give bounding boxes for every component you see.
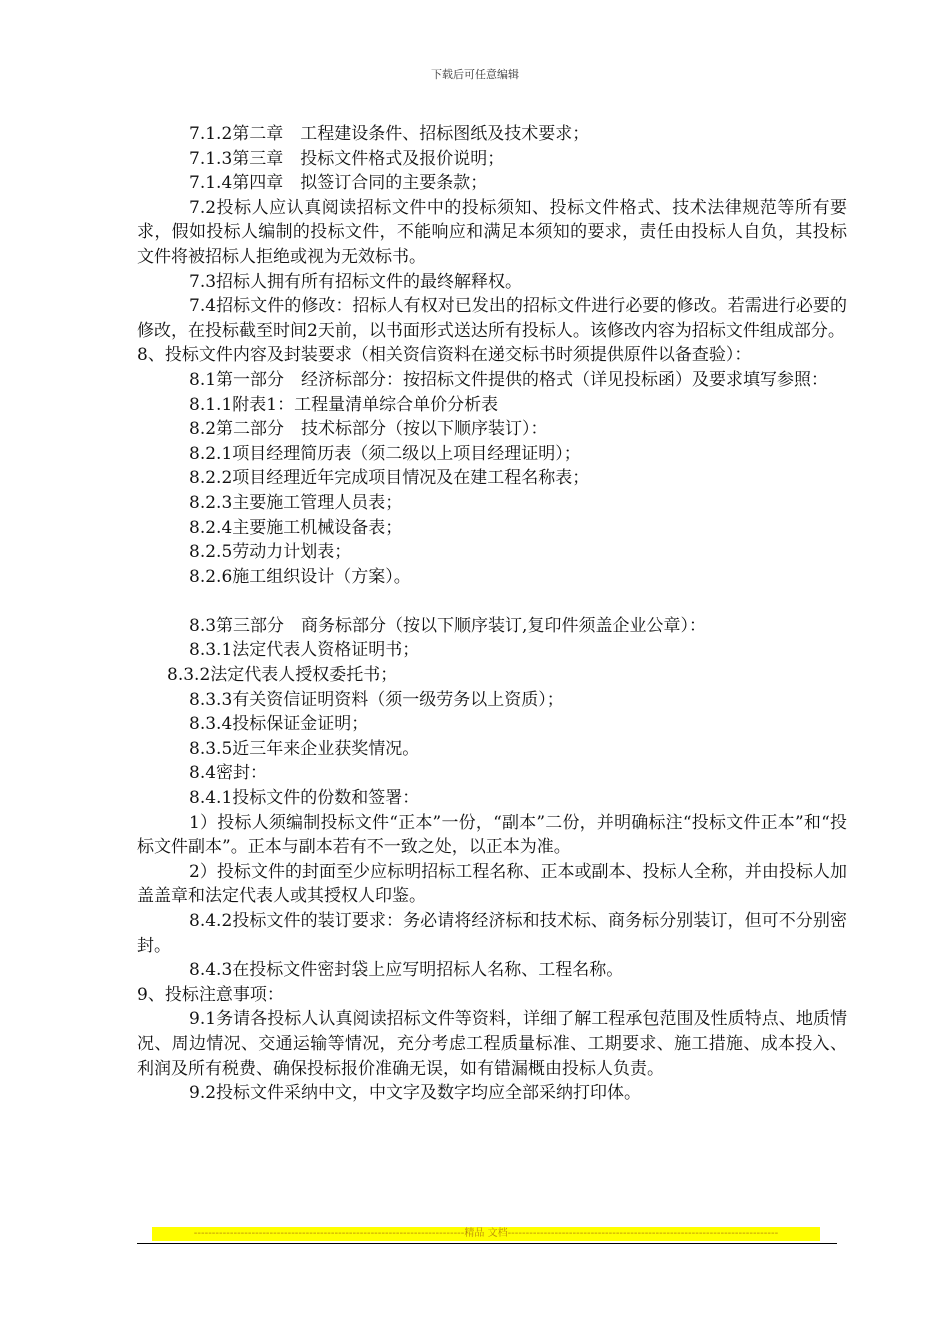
paragraph: 8.3.1法定代表人资格证明书； [189, 640, 420, 661]
paragraph: 8.1第一部分 经济标部分：按招标文件提供的格式（详见投标函）及要求填写参照： [189, 369, 829, 390]
paragraph: 8.3.5近三年来企业获奖情况。 [189, 738, 420, 759]
document-body [137, 122, 847, 1106]
paragraph: 8.4.1投标文件的份数和签署： [189, 788, 420, 809]
paragraph: 8.2.1项目经理简历表（须二级以上项目经理证明）； [189, 443, 581, 464]
paragraph: 8.2第二部分 技术标部分（按以下顺序装订）： [189, 419, 548, 440]
paragraph: 9.2投标文件采纳中文，中文字及数字均应全部采纳打印体。 [189, 1083, 642, 1104]
footer-divider [137, 1243, 837, 1244]
footer-banner: ---------------------------------------------------------------------------精品 文档--------------------------------------------------------------------------- [152, 1227, 820, 1241]
paragraph: 8、投标文件内容及封装要求（相关资信资料在递交标书时须提供原件以备查验）： [137, 345, 752, 366]
paragraph: 7.3招标人拥有所有招标文件的最终解释权。 [189, 271, 523, 292]
paragraph: 8.2.2项目经理近年完成项目情况及在建工程名称表； [189, 468, 590, 489]
paragraph: 2）投标文件的封面至少应标明招标工程名称、正本或副本、投标人全称，并由投标人加盖盖章和法定代表人或其授权人印鉴。 [137, 861, 847, 907]
paragraph: 8.3第三部分 商务标部分（按以下顺序装订,复印件须盖企业公章）： [189, 615, 706, 636]
blank-line [137, 589, 847, 614]
paragraph: 8.2.6施工组织设计（方案）。 [189, 566, 411, 587]
paragraph: 8.4.2投标文件的装订要求：务必请将经济标和技术标、商务标分别装订，但可不分别密封。 [137, 911, 847, 956]
paragraph: 7.2投标人应认真阅读招标文件中的投标须知、投标文件格式、技术法律规范等所有要求，假如投标人编制的投标文件，不能响应和满足本须知的要求，责任由投标人自负，其投标文件将被招标人拒绝或视为无效标书。 [137, 197, 847, 267]
paragraph: 8.2.5劳动力计划表； [189, 542, 352, 563]
paragraph: 7.1.2第二章 工程建设条件、招标图纸及技术要求； [189, 124, 590, 144]
paragraph: 8.2.4主要施工机械设备表； [189, 517, 403, 538]
paragraph: 8.3.3有关资信证明资料（须一级劳务以上资质）； [189, 689, 564, 710]
paragraph: 9.1务请各投标人认真阅读招标文件等资料，详细了解工程承包范围及性质特点、地质情况、周边情况、交通运输等情况，充分考虑工程质量标准、工期要求、施工措施、成本投入、利润及所有税费、确保投标报价准确无误，如有错漏概由投标人负责。 [137, 1009, 847, 1079]
paragraph: 8.3.4投标保证金证明； [189, 714, 369, 735]
paragraph: 8.4.3在投标文件密封袋上应写明招标人名称、工程名称。 [189, 960, 624, 981]
paragraph: 8.1.1附表1：工程量清单综合单价分析表 [189, 394, 499, 415]
paragraph: 7.1.4第四章 拟签订合同的主要条款； [189, 173, 488, 194]
paragraph: 1）投标人须编制投标文件“正本”一份，“副本”二份，并明确标注“投标文件正本”和“投标文件副本”。正本与副本若有不一致之处，以正本为准。 [137, 812, 847, 858]
paragraph: 7.1.3第三章 投标文件格式及报价说明； [189, 148, 505, 169]
paragraph: 7.4招标文件的修改：招标人有权对已发出的招标文件进行必要的修改。若需进行必要的修改，在投标截至时间2天前，以书面形式送达所有投标人。该修改内容为招标文件组成部分。 [137, 296, 847, 341]
paragraph: 8.2.3主要施工管理人员表； [189, 492, 403, 513]
page-header: 下载后可任意编辑 [431, 68, 519, 81]
paragraph: 8.4密封： [189, 763, 268, 784]
paragraph: 8.3.2法定代表人授权委托书； [167, 665, 398, 686]
paragraph: 9、投标注意事项： [137, 984, 284, 1005]
